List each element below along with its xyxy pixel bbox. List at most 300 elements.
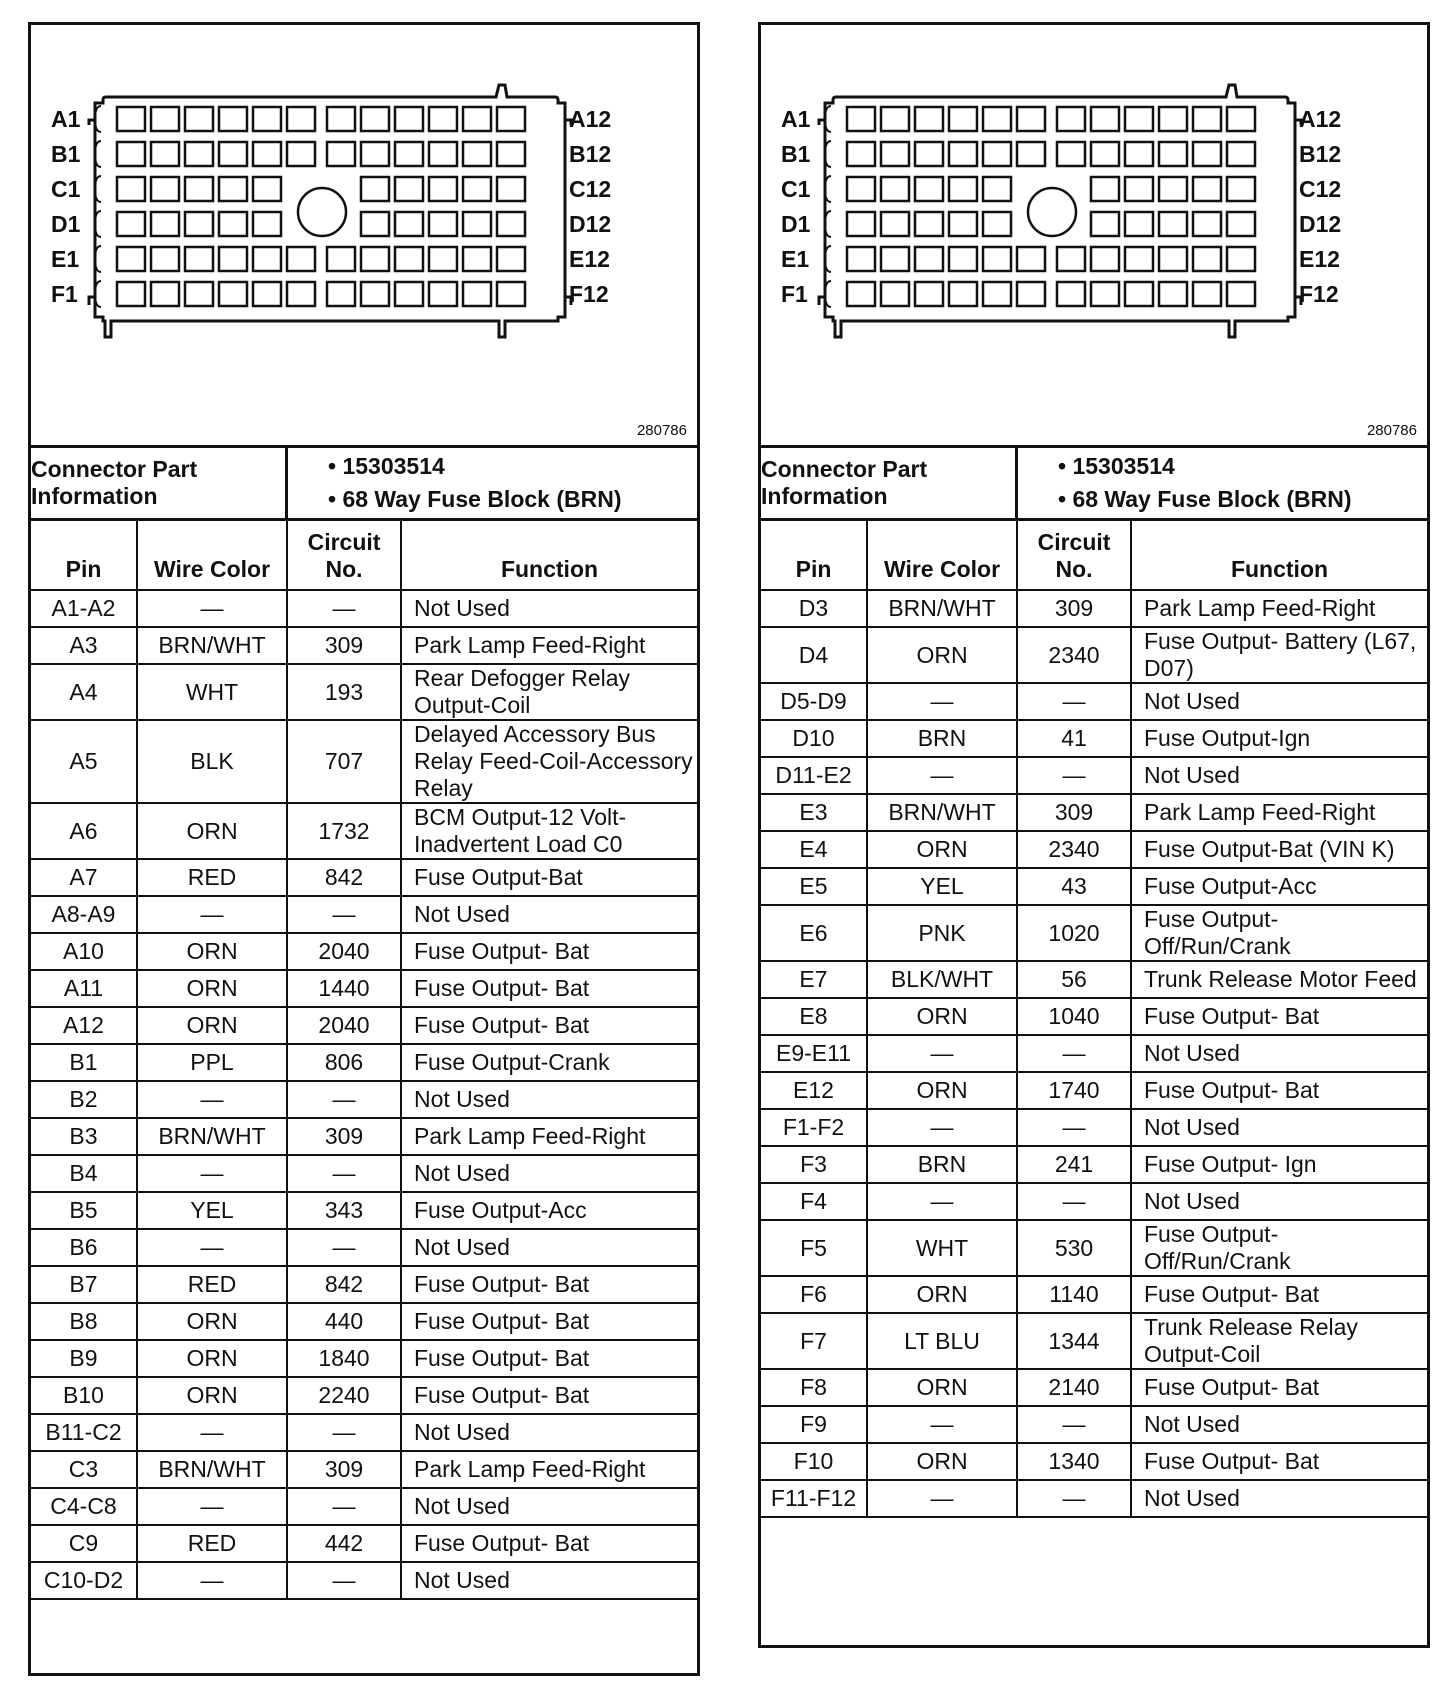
circuit-cell: — [287, 1229, 401, 1266]
table-row [31, 859, 697, 896]
table-row [761, 905, 1427, 961]
pin-cavity [1193, 282, 1221, 306]
pin-cavity [1125, 212, 1153, 236]
circuit-cell: 806 [287, 1044, 401, 1081]
pin-cavity [915, 107, 943, 131]
pin-cavity [881, 212, 909, 236]
table-row [761, 1406, 1427, 1443]
circuit-cell: 1344 [1017, 1313, 1131, 1369]
pin-cavity [117, 282, 145, 306]
row-label-right: C12 [1299, 176, 1342, 202]
row-bracket [825, 211, 831, 237]
wire-color-cell: — [867, 1183, 1017, 1220]
figure-number: 280786 [1366, 422, 1417, 439]
circuit-cell: 2240 [287, 1377, 401, 1414]
table-row [31, 720, 697, 803]
circuit-cell: 2340 [1017, 627, 1131, 683]
pin-cell: B2 [31, 1081, 137, 1118]
function-cell: Trunk Release Motor Feed [1131, 961, 1427, 998]
pin-cavity [1227, 282, 1255, 306]
row-label-left: D1 [781, 211, 811, 237]
wire-color-cell: WHT [867, 1220, 1017, 1276]
wire-color-cell: BRN/WHT [867, 794, 1017, 831]
pin-cell: F8 [761, 1369, 867, 1406]
table-row [761, 1369, 1427, 1406]
function-cell: Park Lamp Feed-Right [401, 627, 697, 664]
function-cell: Fuse Output-Crank [401, 1044, 697, 1081]
pin-cavity [395, 247, 423, 271]
pin-cavity [219, 177, 247, 201]
circuit-cell: 442 [287, 1525, 401, 1562]
pin-table [761, 521, 1427, 1518]
circuit-cell: 193 [287, 664, 401, 720]
table-row [31, 970, 697, 1007]
pin-cavity [117, 212, 145, 236]
pin-cavity [497, 142, 525, 166]
function-cell: Fuse Output-Off/Run/Crank [1131, 1220, 1427, 1276]
function-cell: Fuse Output- Bat [1131, 998, 1427, 1035]
pin-cavity [949, 177, 977, 201]
pin-cavity [151, 107, 179, 131]
wire-color-cell: ORN [137, 1007, 287, 1044]
pin-cavity [429, 142, 457, 166]
function-cell: Not Used [401, 896, 697, 933]
pin-cavity [463, 107, 491, 131]
wire-color-cell: RED [137, 1525, 287, 1562]
circuit-cell: 343 [287, 1192, 401, 1229]
pin-cavity [1159, 212, 1187, 236]
function-cell: Trunk Release Relay Output-Coil [1131, 1313, 1427, 1369]
pin-cavity [881, 247, 909, 271]
connector-part-label: Connector Part Information [31, 448, 288, 518]
pin-cavity [287, 142, 315, 166]
circuit-cell: — [1017, 757, 1131, 794]
pin-cavity [983, 142, 1011, 166]
connector-diagram [31, 25, 697, 448]
pin-cell: E8 [761, 998, 867, 1035]
pin-cavity [395, 212, 423, 236]
circuit-cell: 842 [287, 1266, 401, 1303]
row-bracket [95, 141, 101, 167]
pin-cavity [1125, 142, 1153, 166]
wire-color-cell: ORN [867, 1443, 1017, 1480]
wire-color-cell: WHT [137, 664, 287, 720]
pin-cavity [429, 212, 457, 236]
pin-cell: F1-F2 [761, 1109, 867, 1146]
pin-cavity [395, 177, 423, 201]
circuit-cell: 440 [287, 1303, 401, 1340]
pin-cavity [463, 212, 491, 236]
pin-cell: E12 [761, 1072, 867, 1109]
pin-cavity [1159, 142, 1187, 166]
header-function: Function [401, 521, 697, 590]
pin-cavity [1125, 107, 1153, 131]
pin-cavity [361, 142, 389, 166]
pin-cavity [497, 247, 525, 271]
function-cell: Fuse Output-Bat (VIN K) [1131, 831, 1427, 868]
table-row [31, 1192, 697, 1229]
row-label-left: A1 [781, 106, 811, 132]
circuit-cell: 707 [287, 720, 401, 803]
pin-cavity [847, 247, 875, 271]
pin-cavity [497, 107, 525, 131]
wire-color-cell: BLK [137, 720, 287, 803]
function-cell: Fuse Output-Ign [1131, 720, 1427, 757]
circuit-cell: — [287, 1488, 401, 1525]
table-row [31, 803, 697, 859]
circuit-cell: — [287, 1562, 401, 1599]
pin-cavity [253, 212, 281, 236]
pin-cavity [983, 177, 1011, 201]
circuit-cell: 41 [1017, 720, 1131, 757]
pin-cavity [429, 282, 457, 306]
pin-cavity [327, 142, 355, 166]
pin-cavity [1017, 142, 1045, 166]
circuit-cell: 1140 [1017, 1276, 1131, 1313]
figure-number: 280786 [636, 422, 687, 439]
pin-cell: D10 [761, 720, 867, 757]
pin-cavity [1017, 282, 1045, 306]
table-row [31, 1081, 697, 1118]
circuit-cell: 842 [287, 859, 401, 896]
pin-cavity [1091, 282, 1119, 306]
connector-part-info [761, 448, 1427, 521]
pin-cavity [1159, 107, 1187, 131]
pin-cell: B4 [31, 1155, 137, 1192]
wire-color-cell: YEL [137, 1192, 287, 1229]
pin-cavity [287, 282, 315, 306]
table-row [761, 1220, 1427, 1276]
row-label-left: C1 [781, 176, 811, 202]
function-cell: Fuse Output- Bat [401, 1007, 697, 1044]
circuit-cell: 1040 [1017, 998, 1131, 1035]
header-circuit-no: Circuit No. [1017, 521, 1131, 590]
pin-cavity [253, 142, 281, 166]
table-row [31, 933, 697, 970]
table-row [761, 757, 1427, 794]
pin-cavity [361, 282, 389, 306]
pin-cavity [1227, 212, 1255, 236]
function-cell: Fuse Output- Bat [1131, 1369, 1427, 1406]
wire-color-cell: BRN [867, 1146, 1017, 1183]
pin-cavity [1017, 247, 1045, 271]
pin-cavity [915, 142, 943, 166]
circuit-cell: — [287, 1414, 401, 1451]
pin-cavity [1057, 282, 1085, 306]
function-cell: Not Used [1131, 1480, 1427, 1517]
table-row [31, 1266, 697, 1303]
pin-cavity [1091, 212, 1119, 236]
circuit-cell: 309 [287, 627, 401, 664]
wire-color-cell: RED [137, 1266, 287, 1303]
table-row [31, 1562, 697, 1599]
function-cell: Not Used [401, 1488, 697, 1525]
function-cell: Not Used [401, 1229, 697, 1266]
table-row [761, 1072, 1427, 1109]
pin-cavity [429, 107, 457, 131]
pin-cavity [151, 177, 179, 201]
pin-cavity [949, 282, 977, 306]
pin-cavity [151, 282, 179, 306]
pin-cavity [983, 247, 1011, 271]
row-label-left: F1 [51, 281, 78, 307]
wire-color-cell: ORN [137, 1303, 287, 1340]
row-label-left: A1 [51, 106, 81, 132]
row-label-left: B1 [781, 141, 811, 167]
pin-cavity [847, 282, 875, 306]
pin-cell: D3 [761, 590, 867, 627]
circuit-cell: 1440 [287, 970, 401, 1007]
table-row [761, 1276, 1427, 1313]
wire-color-cell: — [867, 1406, 1017, 1443]
function-cell: Not Used [1131, 1035, 1427, 1072]
circuit-cell: 1020 [1017, 905, 1131, 961]
pin-cavity [497, 177, 525, 201]
wire-color-cell: ORN [867, 1072, 1017, 1109]
pin-cavity [287, 247, 315, 271]
pin-cell: B5 [31, 1192, 137, 1229]
function-cell: Park Lamp Feed-Right [1131, 794, 1427, 831]
row-label-left: E1 [781, 246, 810, 272]
row-label-right: B12 [1299, 141, 1342, 167]
center-bolt-hole [298, 188, 346, 236]
function-cell: Fuse Output- Bat [401, 970, 697, 1007]
function-cell: Fuse Output- Bat [1131, 1443, 1427, 1480]
part-description: • 68 Way Fuse Block (BRN) [1058, 486, 1352, 512]
pin-cell: E4 [761, 831, 867, 868]
pin-cavity [253, 282, 281, 306]
circuit-cell: — [1017, 1406, 1131, 1443]
table-row [31, 627, 697, 664]
pin-cell: C10-D2 [31, 1562, 137, 1599]
pin-cavity [1057, 142, 1085, 166]
row-label-left: B1 [51, 141, 81, 167]
pin-cell: F4 [761, 1183, 867, 1220]
pin-cell: F7 [761, 1313, 867, 1369]
table-row [31, 1488, 697, 1525]
wire-color-cell: ORN [867, 831, 1017, 868]
pin-cavity [915, 177, 943, 201]
table-row [31, 1377, 697, 1414]
pin-cell: C4-C8 [31, 1488, 137, 1525]
row-bracket [825, 281, 831, 307]
function-cell: Not Used [1131, 683, 1427, 720]
pin-cell: F11-F12 [761, 1480, 867, 1517]
pin-table [31, 521, 697, 1600]
table-row [761, 1443, 1427, 1480]
connector-diagram [761, 25, 1427, 448]
pin-cavity [151, 212, 179, 236]
function-cell: Fuse Output- Battery (L67, D07) [1131, 627, 1427, 683]
function-cell: Fuse Output- Bat [1131, 1276, 1427, 1313]
function-cell: Fuse Output- Bat [401, 1340, 697, 1377]
wire-color-cell: PPL [137, 1044, 287, 1081]
function-cell: Fuse Output-Acc [401, 1192, 697, 1229]
pin-cavity [949, 247, 977, 271]
function-cell: Not Used [401, 1155, 697, 1192]
pin-cavity [915, 282, 943, 306]
pin-cell: B7 [31, 1266, 137, 1303]
function-cell: Fuse Output- Ign [1131, 1146, 1427, 1183]
wire-color-cell: ORN [137, 970, 287, 1007]
pin-cavity [949, 142, 977, 166]
table-row [31, 1414, 697, 1451]
pin-cell: A6 [31, 803, 137, 859]
wire-color-cell: ORN [137, 1377, 287, 1414]
pin-cavity [1125, 247, 1153, 271]
pin-cavity [185, 107, 213, 131]
pin-cavity [847, 107, 875, 131]
row-bracket [95, 176, 101, 202]
pin-cavity [1193, 107, 1221, 131]
pin-cell: A8-A9 [31, 896, 137, 933]
circuit-cell: 1340 [1017, 1443, 1131, 1480]
circuit-cell: 1740 [1017, 1072, 1131, 1109]
pin-cavity [1159, 282, 1187, 306]
table-row [761, 720, 1427, 757]
function-cell: Not Used [1131, 1406, 1427, 1443]
function-cell: Delayed Accessory Bus Relay Feed-Coil-Accessory Relay [401, 720, 697, 803]
pin-cavity [219, 212, 247, 236]
pin-cell: F10 [761, 1443, 867, 1480]
wire-color-cell: — [137, 1488, 287, 1525]
function-cell: Fuse Output- Bat [401, 933, 697, 970]
wire-color-cell: — [137, 590, 287, 627]
pin-cavity [1193, 247, 1221, 271]
circuit-cell: — [1017, 1035, 1131, 1072]
header-function: Function [1131, 521, 1427, 590]
pin-cavity [1091, 142, 1119, 166]
pin-cavity [361, 212, 389, 236]
wire-color-cell: ORN [867, 627, 1017, 683]
table-row [31, 1303, 697, 1340]
row-bracket [95, 211, 101, 237]
pin-cavity [327, 247, 355, 271]
wire-color-cell: BRN [867, 720, 1017, 757]
row-label-right: F12 [569, 281, 609, 307]
table-row [31, 896, 697, 933]
table-row [31, 1044, 697, 1081]
pin-cell: E5 [761, 868, 867, 905]
circuit-cell: 241 [1017, 1146, 1131, 1183]
pin-cell: F5 [761, 1220, 867, 1276]
pin-cavity [1017, 107, 1045, 131]
table-row [761, 868, 1427, 905]
pin-cavity [915, 247, 943, 271]
row-label-left: E1 [51, 246, 80, 272]
pin-cavity [327, 107, 355, 131]
pin-cavity [185, 282, 213, 306]
wire-color-cell: ORN [867, 998, 1017, 1035]
wire-color-cell: — [137, 1562, 287, 1599]
wire-color-cell: — [137, 896, 287, 933]
pin-cell: B10 [31, 1377, 137, 1414]
circuit-cell: — [1017, 1480, 1131, 1517]
wire-color-cell: — [137, 1414, 287, 1451]
pin-cavity [1057, 247, 1085, 271]
wire-color-cell: ORN [867, 1369, 1017, 1406]
table-row [31, 590, 697, 627]
pin-cell: A1-A2 [31, 590, 137, 627]
function-cell: Not Used [1131, 757, 1427, 794]
function-cell: BCM Output-12 Volt-Inadvertent Load C0 [401, 803, 697, 859]
wire-color-cell: ORN [137, 803, 287, 859]
wire-color-cell: — [137, 1081, 287, 1118]
circuit-cell: 309 [1017, 590, 1131, 627]
pin-cavity [219, 107, 247, 131]
circuit-cell: 2040 [287, 1007, 401, 1044]
table-row [761, 831, 1427, 868]
pin-cell: E6 [761, 905, 867, 961]
function-cell: Fuse Output-Acc [1131, 868, 1427, 905]
pin-cavity [463, 247, 491, 271]
wire-color-cell: BRN/WHT [867, 590, 1017, 627]
circuit-cell: 530 [1017, 1220, 1131, 1276]
pin-cavity [463, 177, 491, 201]
row-bracket [825, 246, 831, 272]
circuit-cell: — [1017, 683, 1131, 720]
wire-color-cell: RED [137, 859, 287, 896]
pin-cell: B3 [31, 1118, 137, 1155]
header-circuit-no: Circuit No. [287, 521, 401, 590]
circuit-cell: 2340 [1017, 831, 1131, 868]
wire-color-cell: ORN [137, 933, 287, 970]
pin-cavity [1227, 177, 1255, 201]
wire-color-cell: BRN/WHT [137, 1118, 287, 1155]
pin-cell: B8 [31, 1303, 137, 1340]
table-row [31, 1007, 697, 1044]
circuit-cell: — [1017, 1183, 1131, 1220]
row-label-left: C1 [51, 176, 81, 202]
function-cell: Not Used [1131, 1109, 1427, 1146]
table-row [761, 1183, 1427, 1220]
table-row [31, 664, 697, 720]
connector-part-label: Connector Part Information [761, 448, 1018, 518]
pin-cavity [1193, 177, 1221, 201]
table-row [761, 794, 1427, 831]
pin-cavity [983, 282, 1011, 306]
pin-cavity [185, 177, 213, 201]
function-cell: Fuse Output- Bat [401, 1377, 697, 1414]
table-row [761, 1035, 1427, 1072]
row-label-right: A12 [1299, 106, 1342, 132]
circuit-cell: 56 [1017, 961, 1131, 998]
pin-cell: B6 [31, 1229, 137, 1266]
pin-cavity [847, 177, 875, 201]
wire-color-cell: LT BLU [867, 1313, 1017, 1369]
pin-cavity [117, 142, 145, 166]
wire-color-cell: BRN/WHT [137, 627, 287, 664]
part-description: • 68 Way Fuse Block (BRN) [328, 486, 622, 512]
table-row [31, 1340, 697, 1377]
pin-cavity [395, 107, 423, 131]
function-cell: Park Lamp Feed-Right [401, 1118, 697, 1155]
pin-cell: C9 [31, 1525, 137, 1562]
pin-cavity [949, 107, 977, 131]
part-number: • 15303514 [1058, 453, 1175, 479]
table-row [761, 961, 1427, 998]
pin-cavity [185, 212, 213, 236]
wire-color-cell: — [867, 1035, 1017, 1072]
pin-cavity [429, 247, 457, 271]
row-bracket [825, 141, 831, 167]
pin-cavity [881, 107, 909, 131]
pin-cavity [117, 247, 145, 271]
function-cell: Not Used [401, 1414, 697, 1451]
row-label-left: F1 [781, 281, 808, 307]
pin-cavity [1227, 247, 1255, 271]
pin-cavity [395, 282, 423, 306]
